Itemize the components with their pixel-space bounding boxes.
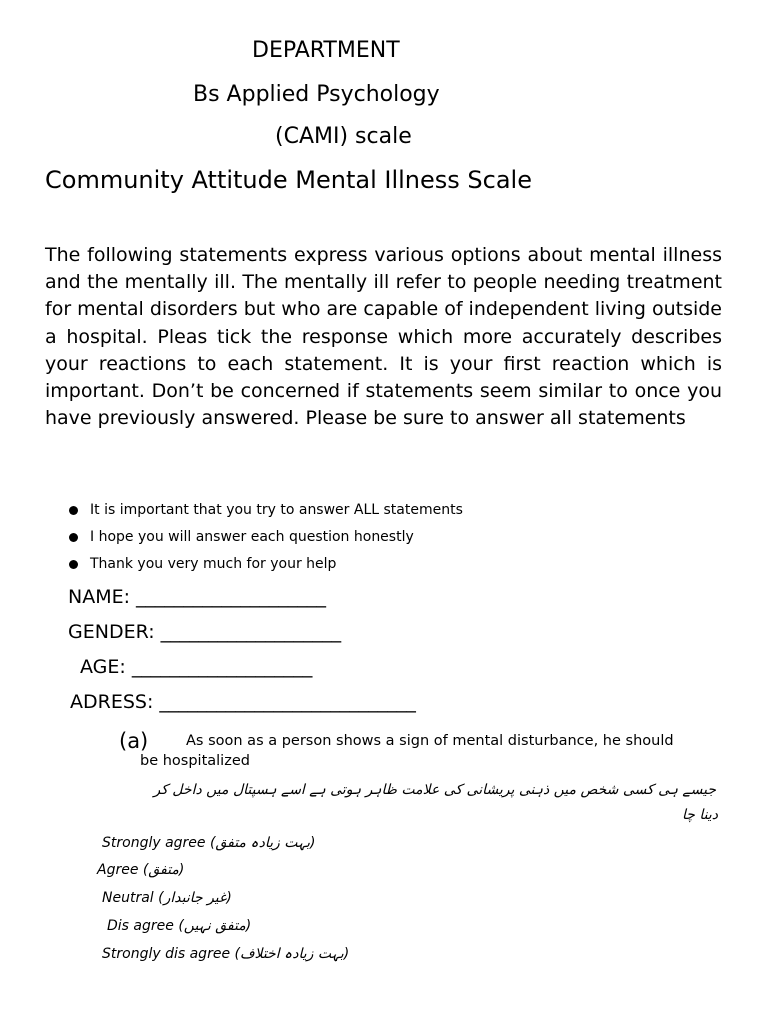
bullet-item [69,556,336,572]
option-neutral[interactable]: Neutral (غیر جانبدار) [102,890,232,906]
address-field[interactable]: ADRESS: ___________________________ [70,691,416,713]
question-text-continued: be hospitalized [140,753,250,769]
question-urdu: جیسے ہی کسی شخص میں ذہنی پریشانی کی علامت ظاہر ہوتی ہے اسے ہسپتال میں داخل کر [153,782,716,798]
question-urdu-continued: دینا چا [682,807,718,823]
option-strongly-agree[interactable]: Strongly agree (بہت زیادہ متفق) [102,835,316,851]
name-field[interactable]: NAME: ____________________ [68,586,327,608]
option-disagree[interactable]: Dis agree (متفق نہیں) [107,918,252,934]
age-field[interactable]: AGE: ___________________ [80,656,313,678]
bullet-dot-icon [69,506,78,515]
bullet-dot-icon [69,533,78,542]
scale-title: Community Attitude Mental Illness Scale [45,166,532,194]
gender-field[interactable]: GENDER: ___________________ [68,621,342,643]
bullet-dot-icon [69,560,78,569]
question-text: As soon as a person shows a sign of mental disturbance, he should [186,733,674,749]
bullet-text: Thank you very much for your help [90,556,337,572]
bullet-item [69,502,463,518]
scale-short-heading: (CAMI) scale [275,124,412,149]
bullet-text: It is important that you try to answer ALL statements [90,502,463,518]
question-number: (a) [119,729,149,753]
program-heading: Bs Applied Psychology [193,82,440,107]
instructions-paragraph: The following statements express various options about mental illness and the mentally ill. The mentally ill refer to people needing treatment for mental disorders but who are capable of independent living outside a hospital. Pleas tick the response which more accurately describes your reactions to each statement. It is your first reaction which is important. Don’t be concerned if statements seem similar to once you have previously answered. Please be sure to answer all statements [45,244,722,430]
bullet-text: I hope you will answer each question honestly [90,529,414,545]
option-strongly-disagree[interactable]: Strongly dis agree (بہت زیادہ اختلاف) [102,946,350,962]
department-heading: DEPARTMENT [252,38,400,63]
bullet-item [69,529,414,545]
option-agree[interactable]: Agree (متفق) [97,862,185,878]
